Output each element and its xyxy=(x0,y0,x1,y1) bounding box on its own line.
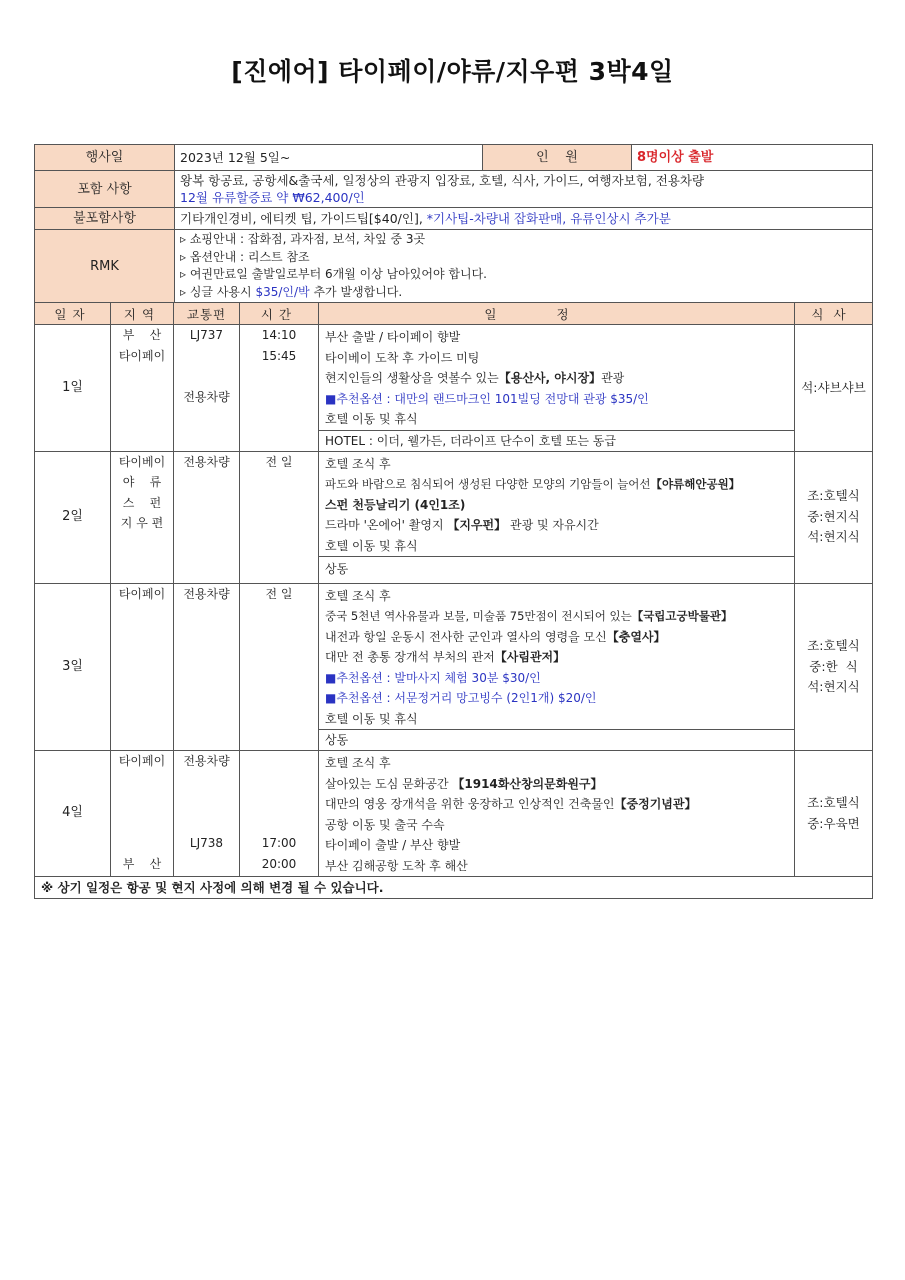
included-value xyxy=(175,171,873,208)
header-day: 일자 xyxy=(35,303,111,325)
region-cell: 타이페이 부 산 xyxy=(111,751,174,877)
people-value: 8명이상 출발 xyxy=(632,145,873,171)
included-line-1: 왕복 항공료, 공항세&출국세, 일정상의 관광지 입장료, 호텔, 식사, 가이드, 여행자보험, 전용차량 xyxy=(180,173,705,188)
transport-cell: LJ737 전용차량 xyxy=(174,325,240,452)
excluded-label: 불포함사항 xyxy=(35,208,175,230)
day-cell: 2일 xyxy=(35,451,111,583)
time-cell: 전 일 xyxy=(240,451,319,583)
included-line-2: 12월 유류할증료 약 ₩62,400/인 xyxy=(180,190,365,205)
day-cell: 1일 xyxy=(35,325,111,452)
region-cell: 부 산 타이페이 xyxy=(111,325,174,452)
day-row xyxy=(35,451,873,583)
time-cell: 전 일 xyxy=(240,583,319,751)
transport-cell: 전용차량 xyxy=(174,451,240,583)
transport-cell: 전용차량 LJ738 xyxy=(174,751,240,877)
header-transport: 교통편 xyxy=(174,303,240,325)
time-cell: 17:00 20:00 xyxy=(240,751,319,877)
day-row xyxy=(35,751,873,877)
day-cell: 3일 xyxy=(35,583,111,751)
header-time: 시간 xyxy=(240,303,319,325)
rmk-label: RMK xyxy=(35,230,175,303)
meal-cell: 조:호텔식 중:현지식 석:현지식 xyxy=(795,451,873,583)
date-label: 행사일 xyxy=(35,145,175,171)
excluded-main: 기타개인경비, 에티켓 팁, 가이드팁[$40/인], xyxy=(180,211,427,226)
document-title: [진에어] 타이페이/야류/지우편 3박4일 xyxy=(231,57,674,86)
rmk-line: ▹ 여권만료일 출발일로부터 6개월 이상 남아있어야 합니다. xyxy=(180,267,487,281)
region-cell: 타이베이 야 류 스 펀 지 우 편 xyxy=(111,451,174,583)
tour-info-table xyxy=(34,144,873,303)
rmk-value xyxy=(175,230,873,303)
time-cell: 14:10 15:45 xyxy=(240,325,319,452)
rmk-line: ▹ 옵션안내 : 리스트 참조 xyxy=(180,249,310,264)
itinerary-cell: 호텔 조식 후 파도와 바람으로 침식되어 생성된 다양한 모양의 기암들이 늘어선【야류해안공원】 스펀 천등날리기 (4인1조) 드라마 '온에어' 촬영지 【지우펀】 관광 및 자유시간 호텔 이동 및 휴식 상동 xyxy=(319,451,795,583)
excluded-note: *기사팁-차량내 잡화판매, 유류인상시 추가분 xyxy=(426,211,671,226)
header-schedule: 일정 xyxy=(319,303,795,325)
transport-cell: 전용차량 xyxy=(174,583,240,751)
itinerary-cell: 호텔 조식 후 중국 5천년 역사유물과 보물, 미술품 75만점이 전시되어 있는【국립고궁박물관】 내전과 항일 운동시 전사한 군인과 열사의 영령을 모신【충열사】 대만 전 총통 장개석 부처의 관저【사림관저】 ■추천옵션 : 발마사지 체험 30분 $30/인 ■추천옵션 : 서문정거리 망고빙수 (2인1개) $20/인 호텔 이동 및 휴식 상동 xyxy=(319,583,795,751)
rmk-line: ▹ 싱글 사용시 $35/인/박 추가 발생합니다. xyxy=(180,284,403,299)
itinerary-cell: 부산 출발 / 타이페이 향발 타이베이 도착 후 가이드 미팅 현지인들의 생활상을 엿볼수 있는【용산사, 야시장】관광 ■추천옵션 : 대만의 랜드마크인 101빌딩 전망대 관광 $35/인 호텔 이동 및 휴식 HOTEL : 이더, 웰가든, 더라이프 단수이 호텔 또는 동급 xyxy=(319,325,795,452)
date-value: 2023년 12월 5일~ xyxy=(175,145,483,171)
region-cell: 타이페이 xyxy=(111,583,174,751)
schedule-table xyxy=(34,302,873,899)
itinerary-cell: 호텔 조식 후 살아있는 도심 문화공간 【1914화산창의문화원구】 대만의 영웅 장개석을 위한 웅장하고 인상적인 건축물인【중정기념관】 공항 이동 및 출국 수속 타이페이 출발 / 부산 향발 부산 김해공항 도착 후 해산 xyxy=(319,751,795,877)
rmk-line: ▹ 쇼핑안내 : 잡화점, 과자점, 보석, 차잎 중 3곳 xyxy=(180,232,426,246)
footnote: ※ 상기 일정은 항공 및 현지 사정에 의해 변경 될 수 있습니다. xyxy=(35,877,873,899)
people-label: 인 원 xyxy=(483,145,632,171)
header-region: 지역 xyxy=(111,303,174,325)
day-row xyxy=(35,583,873,751)
included-label: 포함 사항 xyxy=(35,171,175,208)
excluded-value xyxy=(175,208,873,230)
meal-cell: 석:샤브샤브 xyxy=(795,325,873,452)
day-row xyxy=(35,325,873,452)
meal-cell: 조:호텔식 중:한 식 석:현지식 xyxy=(795,583,873,751)
meal-cell: 조:호텔식 중:우육면 xyxy=(795,751,873,877)
day-cell: 4일 xyxy=(35,751,111,877)
header-meal: 식사 xyxy=(795,303,873,325)
